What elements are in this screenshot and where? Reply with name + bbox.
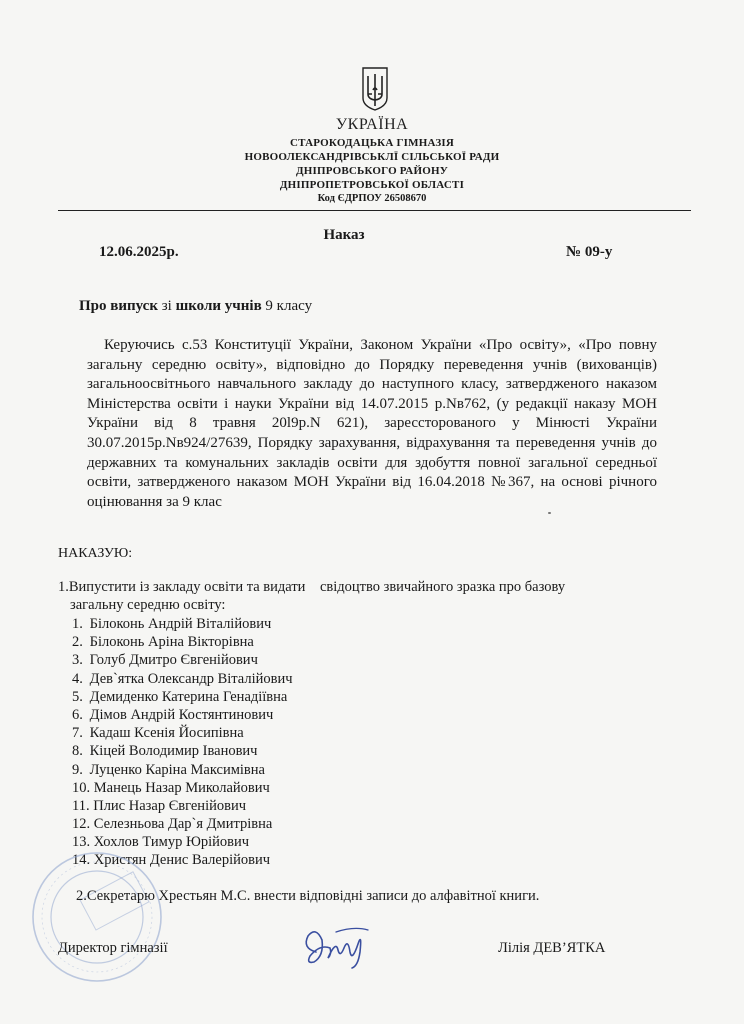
edrpou-code: Код ЄДРПОУ 26508670 (317, 193, 427, 204)
handwritten-signature-icon (296, 922, 374, 970)
org-line-4: ДНІПРОПЕТРОВСЬКОЇ ОБЛАСТІ (279, 179, 465, 191)
trident-emblem-icon (360, 66, 390, 112)
org-line-3: ДНІПРОВСЬКОГО РАЙОНУ (295, 165, 448, 177)
subject-part-1: Про випуск (79, 298, 158, 314)
list-item: 9. Луценко Каріна Максимівна (72, 761, 265, 778)
list-item: 7. Кадаш Ксенія Йосипівна (72, 725, 244, 742)
order-number: № 09-у (566, 244, 613, 260)
order-item-2: 2.Секретарю Хрестьян М.С. внести відповідні записи до алфавітної книги. (76, 888, 540, 904)
item-1-line-2: загальну середню освіту: (70, 597, 226, 613)
list-item: 8. Кіцей Володимир Іванович (72, 743, 258, 760)
list-item: 14. Христян Денис Валерійович (72, 852, 271, 869)
list-item: 3. Голуб Дмитро Євгенійович (72, 652, 258, 669)
list-item: 6. Дімов Андрій Костянтинович (72, 706, 274, 723)
order-subject (79, 298, 312, 315)
scan-speck (548, 512, 551, 514)
order-word: НАКАЗУЮ: (58, 546, 133, 561)
round-stamp-icon (30, 850, 165, 985)
signatory-role: Директор гімназії (58, 940, 168, 956)
list-item: 12. Селезньова Дар`я Дмитрівна (72, 816, 273, 833)
signatory-name: Лілія ДЕВ’ЯТКА (498, 940, 606, 956)
list-item: 10. Манець Назар Миколайович (72, 779, 270, 796)
list-item: 2. Білоконь Аріна Вікторівна (72, 634, 254, 651)
subject-part-3: школи учнів (175, 298, 262, 314)
item-1-line-1: 1.Випустити із закладу освіти та видати свідоцтво звичайного зразка про базову (58, 579, 566, 595)
org-line-2: НОВООЛЕКСАНДРІВСЬКЛЇ СІЛЬСЬКОЇ РАДИ (244, 151, 500, 163)
header-divider (58, 210, 691, 211)
order-title: Наказ (323, 227, 365, 243)
order-item-1 (58, 578, 678, 614)
list-item: 5. Демиденко Катерина Генадіївна (72, 688, 288, 705)
list-item: 11. Плис Назар Євгенійович (72, 797, 246, 814)
preamble-paragraph: Керуючись с.53 Конституції України, Законом України «Про освіту», «Про повну загальну середню освіту», відповідно до Порядку переведення учнів (вихованців) загальноосвітнього навчального закладу до наступного класу, затвердженого наказом Міністерства освіти і науки України від 14.07.2015 р.Nв762, (у редакції наказу МОН України від 8 травня 20l9р.N 621), зарессторованого у Мінюсті України 30.07.2015р.Nв924/27639, Порядку зарахування, відрахування та переведення учнів до державних та комунальних закладів освіти для здобуття повної загальної середньої освіти, затвердженого наказом МОН України від 16.04.2018 №367, на основі річного оцінювання за 9 клас (87, 337, 657, 510)
subject-part-4: 9 класу (261, 298, 313, 314)
list-item: 4. Дев`ятка Олександр Віталійович (72, 670, 293, 687)
list-item: 13. Хохлов Тимур Юрійович (72, 834, 250, 851)
country-name: УКРАЇНА (335, 116, 409, 133)
org-line-1: СТАРОКОДАЦЬКА ГІМНАЗІЯ (290, 137, 454, 149)
student-list (72, 615, 293, 870)
subject-part-2: зі (157, 298, 176, 314)
list-item: 1. Білоконь Андрій Віталійович (72, 616, 272, 632)
order-date: 12.06.2025р. (99, 244, 179, 260)
